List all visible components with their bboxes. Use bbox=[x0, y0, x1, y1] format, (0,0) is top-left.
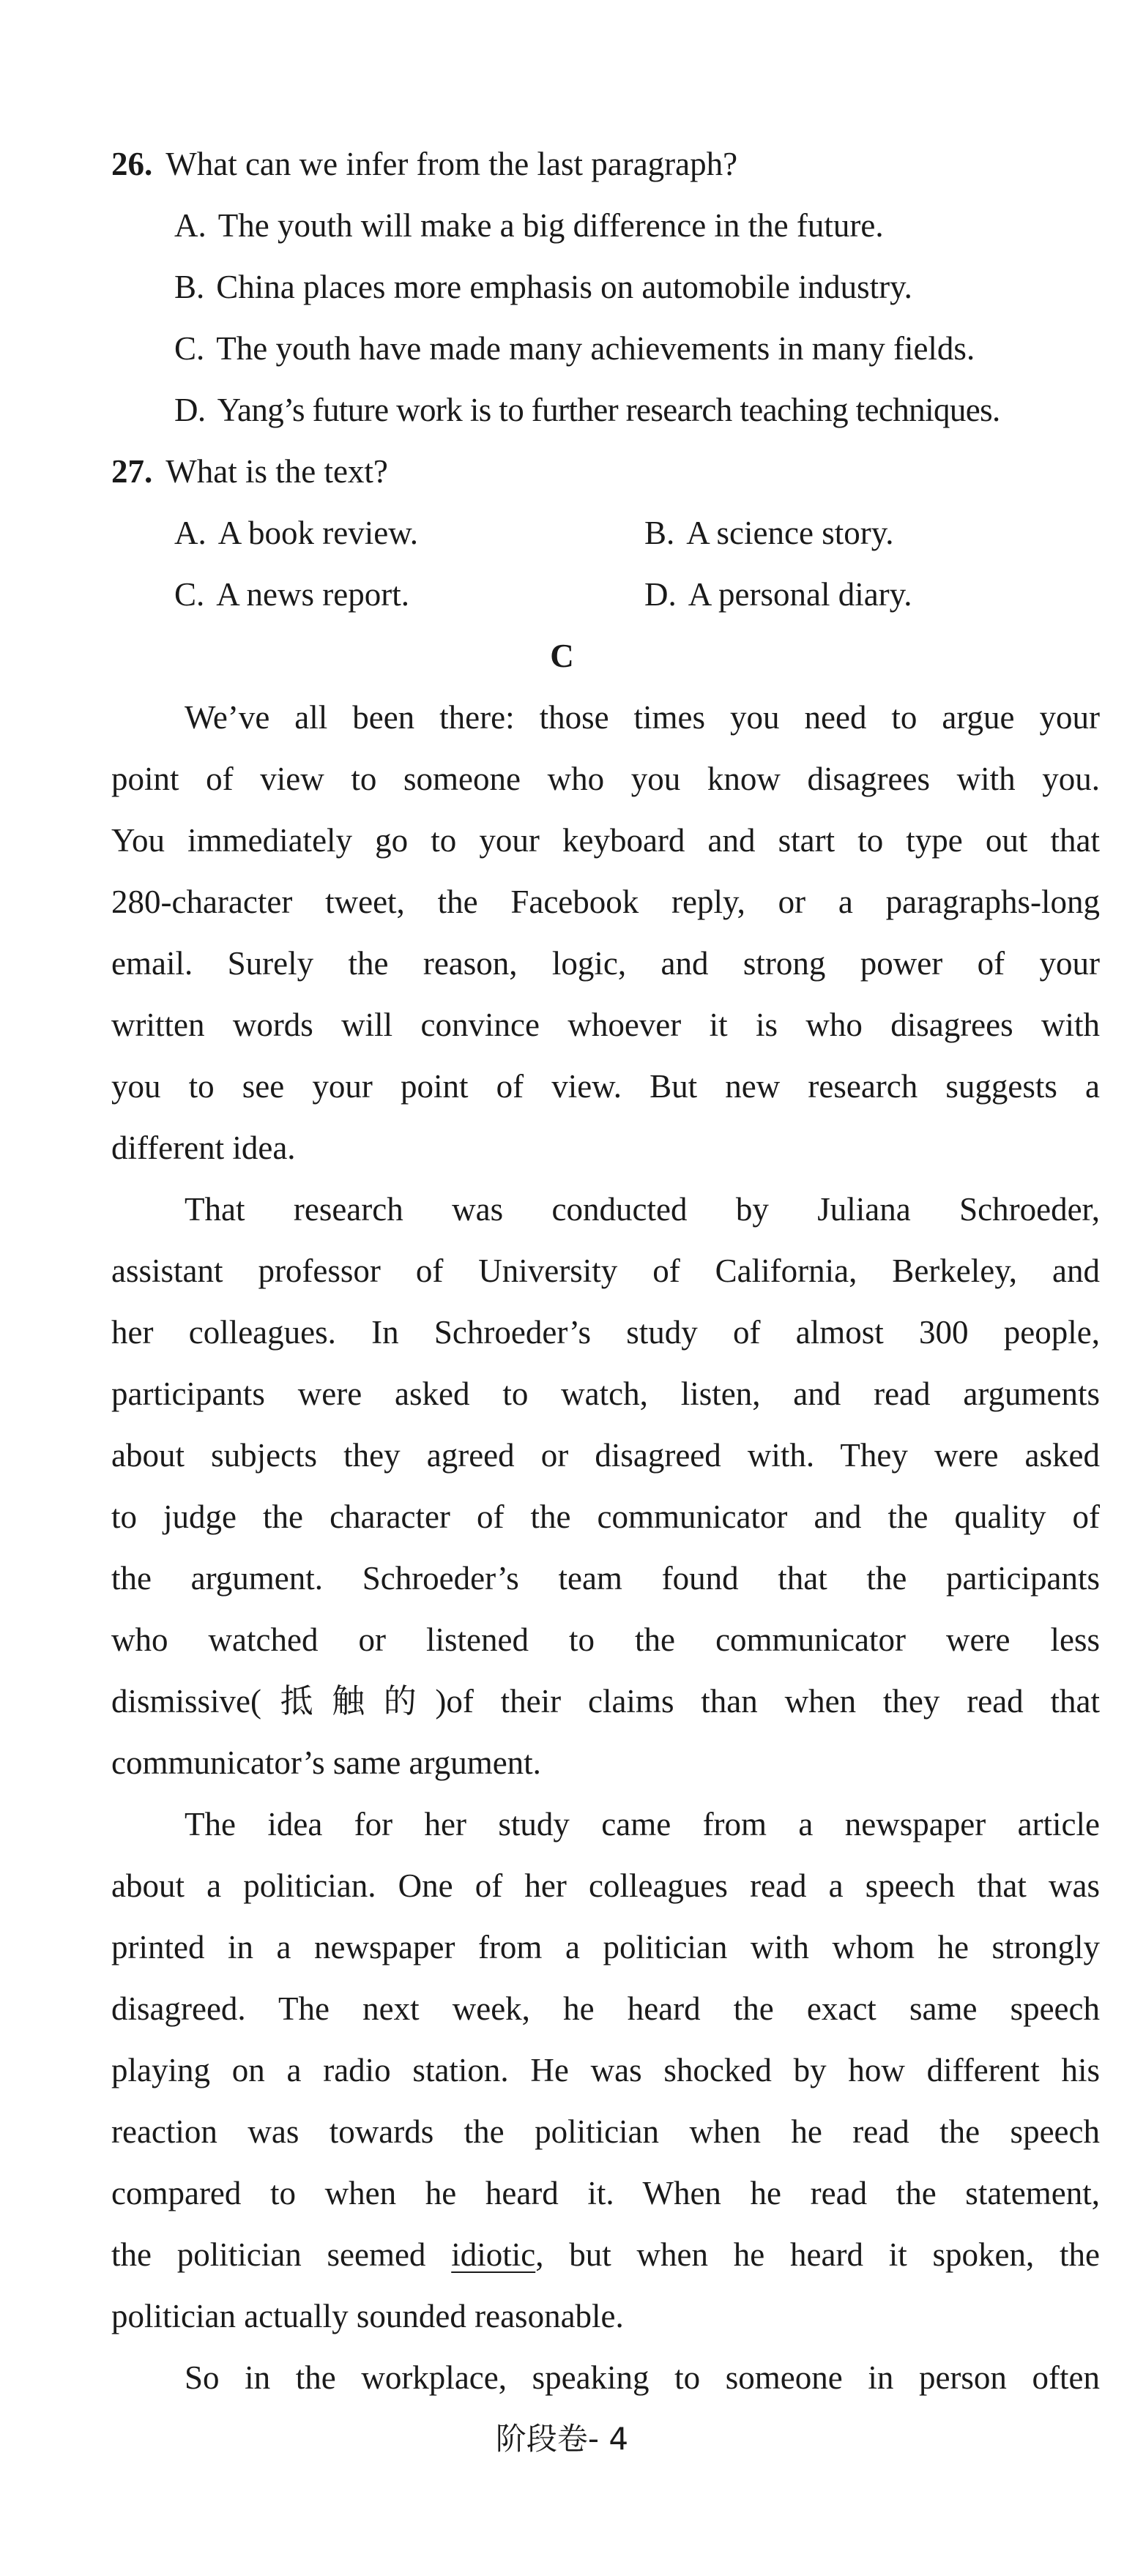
passage-line: The idea for her study came from a newspaper article bbox=[185, 1806, 1100, 1843]
question-number: 27. bbox=[111, 453, 153, 490]
passage-line: playing on a radio station. He was shocked by how different his bbox=[111, 2052, 1100, 2088]
passage-line: you to see your point of view. But new research suggests a bbox=[111, 1068, 1100, 1105]
question-number: 26. bbox=[111, 146, 153, 182]
question-26-option-b: B. China places more emphasis on automobile industry. bbox=[174, 269, 912, 305]
passage-line: written words will convince whoever it is who disagrees with bbox=[111, 1007, 1100, 1043]
passage-line: dismissive(抵触的)of their claims than when they read that bbox=[111, 1683, 1100, 1720]
underlined-word: idiotic bbox=[451, 2236, 536, 2273]
page-footer: 阶段卷- 4 bbox=[495, 2421, 629, 2457]
question-27-option-d: D. A personal diary. bbox=[644, 576, 912, 613]
question-text: What is the text? bbox=[165, 453, 388, 490]
passage-line: politician actually sounded reasonable. bbox=[111, 2298, 624, 2334]
passage-line: her colleagues. In Schroeder’s study of almost 300 people, bbox=[111, 1314, 1100, 1351]
question-27-option-a: A. A book review. bbox=[174, 515, 419, 551]
passage-line: 280-character tweet, the Facebook reply, or a paragraphs-long bbox=[111, 884, 1100, 920]
question-26-option-d: D. Yang’s future work is to further research teaching techniques. bbox=[174, 392, 1000, 428]
passage-line: We’ve all been there: those times you need to argue your bbox=[185, 699, 1100, 736]
section-title: C bbox=[550, 638, 574, 674]
passage-line: printed in a newspaper from a politician with whom he strongly bbox=[111, 1929, 1100, 1965]
passage-line: assistant professor of University of California, Berkeley, and bbox=[111, 1252, 1100, 1289]
passage-line: to judge the character of the communicator and the quality of bbox=[111, 1498, 1100, 1535]
question-26-option-c: C. The youth have made many achievements in many fields. bbox=[174, 330, 975, 367]
passage-line: You immediately go to your keyboard and start to type out that bbox=[111, 822, 1100, 859]
passage-line-underlined: the politician seemed idiotic, but when he heard it spoken, the bbox=[111, 2236, 1101, 2273]
passage-line: email. Surely the reason, logic, and strong power of your bbox=[111, 945, 1100, 982]
question-26-option-a: A. The youth will make a big difference in the future. bbox=[174, 207, 884, 244]
passage-line: the argument. Schroeder’s team found that the participants bbox=[111, 1560, 1100, 1597]
passage-line: communicator’s same argument. bbox=[111, 1744, 541, 1781]
passage-line: about subjects they agreed or disagreed with. They were asked bbox=[111, 1437, 1100, 1474]
passage-line: So in the workplace, speaking to someone in person often bbox=[185, 2359, 1100, 2396]
question-27-stem bbox=[111, 449, 1100, 493]
passage-line: compared to when he heard it. When he read the statement, bbox=[111, 2175, 1100, 2211]
question-text: What can we infer from the last paragraph? bbox=[165, 146, 738, 182]
question-26-stem bbox=[111, 142, 1100, 186]
passage-line: participants were asked to watch, listen, and read arguments bbox=[111, 1375, 1100, 1412]
question-27-option-c: C. A news report. bbox=[174, 576, 409, 613]
passage-line: disagreed. The next week, he heard the exact same speech bbox=[111, 1990, 1100, 2027]
question-27-option-b: B. A science story. bbox=[644, 515, 894, 551]
passage-line: point of view to someone who you know disagrees with you. bbox=[111, 761, 1100, 797]
passage-line: about a politician. One of her colleagues read a speech that was bbox=[111, 1867, 1100, 1904]
passage-line: who watched or listened to the communicator were less bbox=[111, 1621, 1100, 1658]
passage-line: That research was conducted by Juliana Schroeder, bbox=[185, 1191, 1100, 1228]
passage-line: different idea. bbox=[111, 1130, 296, 1166]
passage-line: reaction was towards the politician when he read the speech bbox=[111, 2113, 1100, 2150]
